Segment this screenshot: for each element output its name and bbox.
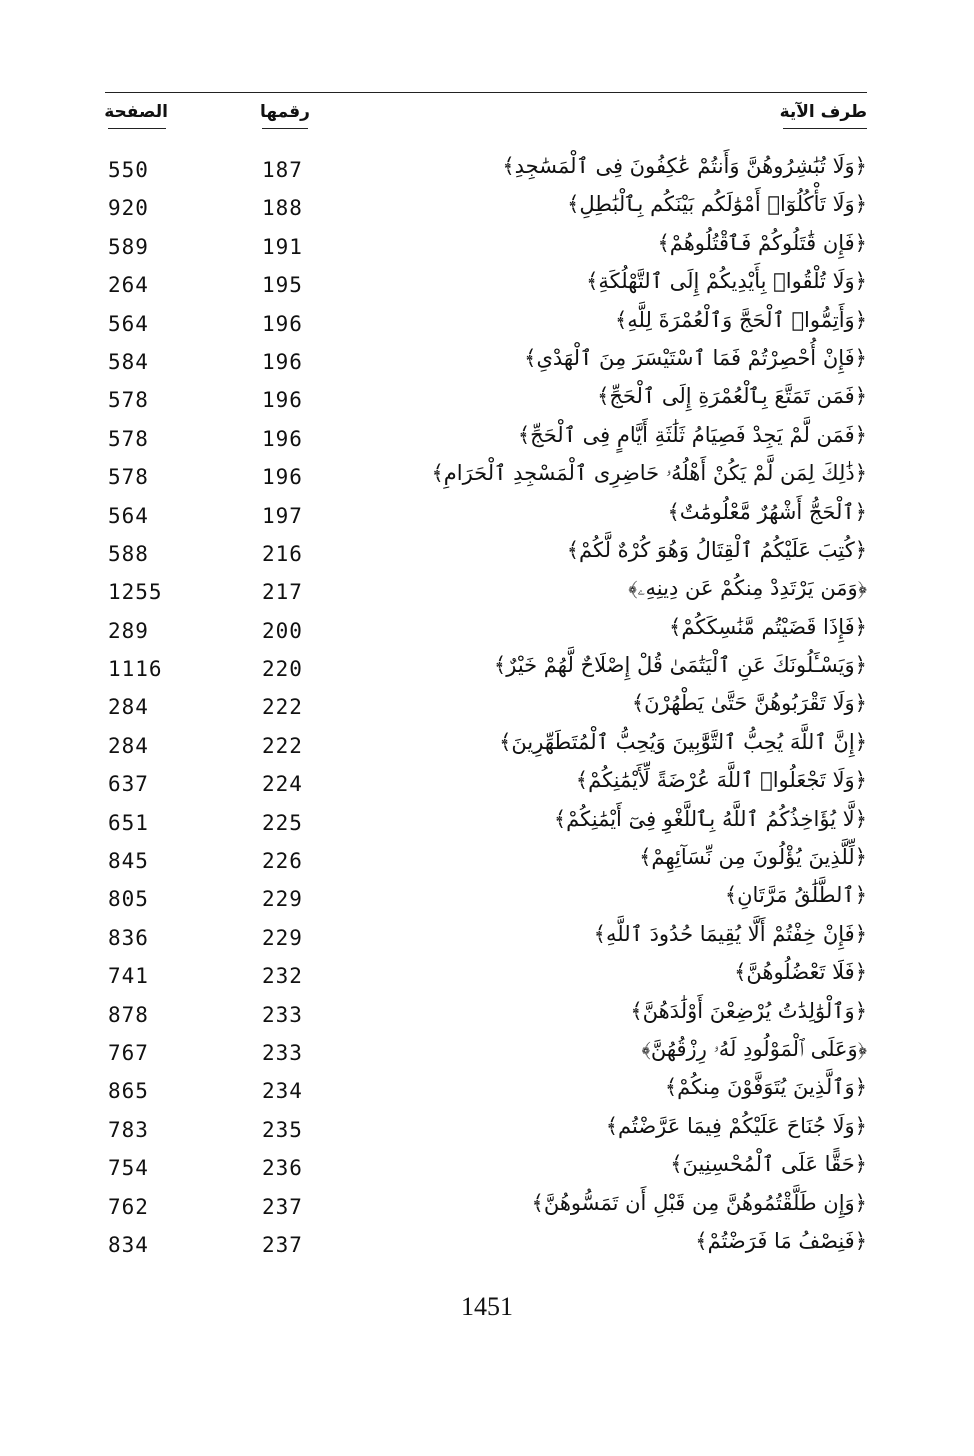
verse-text-cell: ﴿فَنِصْفُ مَا فَرَضْتُمْ﴾ xyxy=(695,1228,867,1253)
verse-text-cell: ﴿وَلَا تُبَٰشِرُوهُنَّ وَأَنتُمْ عَٰكِفُونَ فِى ٱلْمَسَٰجِدِ﴾ xyxy=(502,154,867,178)
verse-column-header: طرف الآية xyxy=(779,102,867,122)
table-row xyxy=(0,920,974,958)
verse-number-cell: 220 xyxy=(262,657,303,682)
verse-text-cell: ﴿فَإِن قَٰتَلُوكُمْ فَٱقْتُلُوهُمْ﴾ xyxy=(657,230,867,255)
verse-text-cell: ﴿وَلَا تَقْرَبُوهُنَّ حَتَّىٰ يَطْهُرْنَ﴾ xyxy=(631,691,867,716)
table-row xyxy=(0,229,974,267)
verse-text-cell: ﴿لِّلَّذِينَ يُؤْلُونَ مِن نِّسَآئِهِمْ﴾ xyxy=(639,845,867,870)
verse-text-cell: ﴿فَمَن تَمَتَّعَ بِٱلْعُمْرَةِ إِلَى ٱلْحَجِّ﴾ xyxy=(597,384,867,409)
page-cell: 584 xyxy=(108,349,149,374)
page-cell: 578 xyxy=(108,426,149,451)
verse-number-cell: 233 xyxy=(262,1040,303,1065)
verse-text-cell: ﴿وَلَا تَجْعَلُوا۟ ٱللَّهَ عُرْضَةً لِّأَيْمَٰنِكُمْ﴾ xyxy=(575,768,867,793)
table-row xyxy=(0,267,974,305)
top-rule xyxy=(105,92,867,93)
verse-text-cell: ﴿وَعَلَى ٱلْمَوْلُودِ لَهُۥ رِزْقُهُنَّ﴾ xyxy=(641,1036,867,1061)
table-row xyxy=(0,574,974,612)
verse-number-cell: 191 xyxy=(262,234,303,259)
verse-text-cell: ﴿وَيَسْـَٔلُونَكَ عَنِ ٱلْيَتَٰمَىٰ قُلْ إِصْلَاحٌ لَّهُمْ خَيْرٌ﴾ xyxy=(493,653,867,678)
table-row xyxy=(0,728,974,766)
table-row xyxy=(0,1073,974,1111)
page-cell: 564 xyxy=(108,503,149,528)
table-row xyxy=(0,1112,974,1150)
page-cell: 741 xyxy=(108,964,149,989)
verse-number-cell: 232 xyxy=(262,964,303,989)
page-cell: 578 xyxy=(108,388,149,413)
table-row xyxy=(0,997,974,1035)
verse-number-cell: 226 xyxy=(262,849,303,874)
number-column-header: رقمها xyxy=(260,102,310,122)
verse-number-cell: 196 xyxy=(262,388,303,413)
verse-number-cell: 237 xyxy=(262,1232,303,1257)
verse-text-cell: ﴿وَلَا جُنَاحَ عَلَيْكُمْ فِيمَا عَرَّضْتُم﴾ xyxy=(605,1113,867,1138)
table-row xyxy=(0,1227,974,1265)
verse-text-cell: ﴿فَلَا تَعْضُلُوهُنَّ﴾ xyxy=(734,960,867,985)
verse-number-cell: 196 xyxy=(262,311,303,336)
table-row xyxy=(0,613,974,651)
page-cell: 1116 xyxy=(108,657,163,682)
verse-text-cell: ﴿ٱلطَّلَٰقُ مَرَّتَانِ﴾ xyxy=(724,883,867,908)
table-row xyxy=(0,843,974,881)
verse-text-cell: ﴿وَلَا تُلْقُوا۟ بِأَيْدِيكُمْ إِلَى ٱلتَّهْلُكَةِ﴾ xyxy=(586,269,867,294)
page-cell: 1255 xyxy=(108,580,163,605)
verse-number-cell: 200 xyxy=(262,618,303,643)
table-row xyxy=(0,1150,974,1188)
verse-text-cell: ﴿حَقًّا عَلَى ٱلْمُحْسِنِينَ﴾ xyxy=(670,1152,867,1177)
verse-text-cell: ﴿ٱلْحَجُّ أَشْهُرٌ مَّعْلُومَٰتٌ﴾ xyxy=(667,499,867,524)
table-row xyxy=(0,421,974,459)
page-cell: 264 xyxy=(108,273,149,298)
page-cell: 836 xyxy=(108,925,149,950)
page-column-header: الصفحة xyxy=(104,102,168,122)
verse-text-cell: ﴿وَمَن يَرْتَدِدْ مِنكُمْ عَن دِينِهِۦ﴾ xyxy=(628,576,867,601)
verse-text-cell: ﴿وَأَتِمُّوا۟ ٱلْحَجَّ وَٱلْعُمْرَةَ لِلَّهِ﴾ xyxy=(614,307,867,332)
verse-number-cell: 187 xyxy=(262,158,303,182)
verse-number-cell: 229 xyxy=(262,887,303,912)
verse-text-cell: ﴿وَٱلَّذِينَ يُتَوَفَّوْنَ مِنكُمْ﴾ xyxy=(664,1075,867,1100)
table-row xyxy=(0,382,974,420)
page-cell: 762 xyxy=(108,1194,149,1219)
verse-text-cell: ﴿وَٱلْوَٰلِدَٰتُ يُرْضِعْنَ أَوْلَٰدَهُنَّ﴾ xyxy=(630,998,867,1023)
index-table xyxy=(0,152,974,1265)
verse-text-cell: ﴿فَمَن لَّمْ يَجِدْ فَصِيَامُ ثَلَٰثَةِ أَيَّامٍ فِى ٱلْحَجِّ﴾ xyxy=(517,422,867,447)
table-row xyxy=(0,689,974,727)
table-row xyxy=(0,881,974,919)
page-cell: 651 xyxy=(108,810,149,835)
table-row xyxy=(0,958,974,996)
verse-text-cell: ﴿وَإِن طَلَّقْتُمُوهُنَّ مِن قَبْلِ أَن تَمَسُّوهُنَّ﴾ xyxy=(531,1190,867,1215)
verse-text-cell: ﴿ذَٰلِكَ لِمَن لَّمْ يَكُنْ أَهْلُهُۥ حَاضِرِى ٱلْمَسْجِدِ ٱلْحَرَامِ﴾ xyxy=(431,461,867,486)
verse-number-cell: 197 xyxy=(262,503,303,528)
page-cell: 805 xyxy=(108,887,149,912)
verse-number-cell: 217 xyxy=(262,580,303,605)
verse-number-cell: 222 xyxy=(262,695,303,720)
table-row xyxy=(0,152,974,190)
verse-number-cell: 196 xyxy=(262,349,303,374)
page-cell: 878 xyxy=(108,1002,149,1027)
table-row xyxy=(0,498,974,536)
verse-number-cell: 216 xyxy=(262,541,303,566)
table-row xyxy=(0,459,974,497)
page-cell: 284 xyxy=(108,733,149,758)
verse-number-cell: 222 xyxy=(262,733,303,758)
verse-text-cell: ﴿وَلَا تَأْكُلُوٓا۟ أَمْوَٰلَكُم بَيْنَكُم بِٱلْبَٰطِلِ﴾ xyxy=(567,192,867,217)
verse-text-cell: ﴿إِنَّ ٱللَّهَ يُحِبُّ ٱلتَّوَّٰبِينَ وَيُحِبُّ ٱلْمُتَطَهِّرِينَ﴾ xyxy=(499,729,867,754)
table-row xyxy=(0,306,974,344)
verse-number-cell: 237 xyxy=(262,1194,303,1219)
page-cell: 865 xyxy=(108,1079,149,1104)
table-row xyxy=(0,805,974,843)
table-row xyxy=(0,1189,974,1227)
verse-number-cell: 196 xyxy=(262,465,303,490)
page-cell: 588 xyxy=(108,541,149,566)
page-header-underline xyxy=(108,128,166,129)
table-row xyxy=(0,651,974,689)
table-row xyxy=(0,1035,974,1073)
verse-text-cell: ﴿فَإِنْ خِفْتُمْ أَلَّا يُقِيمَا حُدُودَ ٱللَّهِ﴾ xyxy=(593,921,867,946)
verse-text-cell: ﴿فَإِنْ أُحْصِرْتُمْ فَمَا ٱسْتَيْسَرَ مِنَ ٱلْهَدْىِ﴾ xyxy=(524,345,867,370)
page-cell: 578 xyxy=(108,465,149,490)
table-row xyxy=(0,536,974,574)
verse-text-cell: ﴿كُتِبَ عَلَيْكُمُ ٱلْقِتَالُ وَهُوَ كُرْهٌ لَّكُمْ﴾ xyxy=(566,537,867,562)
verse-number-cell: 234 xyxy=(262,1079,303,1104)
verse-number-cell: 195 xyxy=(262,273,303,298)
verse-number-cell: 229 xyxy=(262,925,303,950)
verse-text-cell: ﴿فَإِذَا قَضَيْتُم مَّنَٰسِكَكُمْ﴾ xyxy=(669,614,867,639)
verse-number-cell: 236 xyxy=(262,1156,303,1181)
verse-number-cell: 188 xyxy=(262,196,303,221)
page-cell: 767 xyxy=(108,1040,149,1065)
verse-number-cell: 225 xyxy=(262,810,303,835)
page-cell: 920 xyxy=(108,196,149,221)
page-cell: 637 xyxy=(108,772,149,797)
page-number: 1451 xyxy=(461,1292,513,1321)
page-cell: 783 xyxy=(108,1117,149,1142)
table-row xyxy=(0,344,974,382)
page-cell: 845 xyxy=(108,849,149,874)
page-cell: 834 xyxy=(108,1232,149,1257)
page-cell: 289 xyxy=(108,618,149,643)
verse-text-cell: ﴿لَّا يُؤَاخِذُكُمُ ٱللَّهُ بِٱللَّغْوِ فِىٓ أَيْمَٰنِكُمْ﴾ xyxy=(553,806,867,831)
page-cell: 589 xyxy=(108,234,149,259)
verse-number-cell: 233 xyxy=(262,1002,303,1027)
number-header-underline xyxy=(262,128,308,129)
verse-number-cell: 196 xyxy=(262,426,303,451)
verse-number-cell: 224 xyxy=(262,772,303,797)
table-row xyxy=(0,766,974,804)
verse-header-underline xyxy=(783,128,867,129)
page-cell: 284 xyxy=(108,695,149,720)
page-cell: 550 xyxy=(108,158,149,182)
verse-number-cell: 235 xyxy=(262,1117,303,1142)
table-row xyxy=(0,190,974,228)
page-cell: 754 xyxy=(108,1156,149,1181)
page-cell: 564 xyxy=(108,311,149,336)
